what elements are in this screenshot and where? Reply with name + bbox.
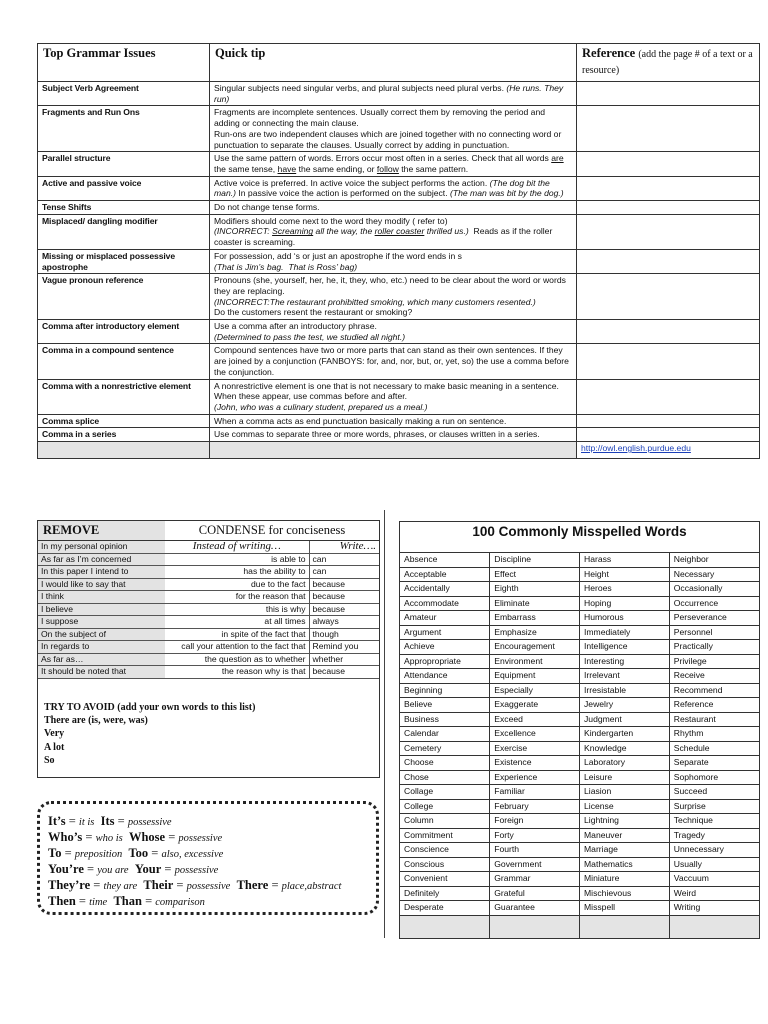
condense-row [38, 566, 379, 579]
spelling-row [400, 698, 759, 713]
grammar-issue: Tense Shifts [38, 201, 210, 215]
spelling-row [400, 886, 759, 901]
spelling-word: Definitely [400, 886, 490, 901]
write-header: Write…. [309, 541, 379, 554]
spelling-word: Mischievous [580, 886, 670, 901]
empty-cell [669, 915, 759, 938]
spelling-word: Experience [490, 770, 580, 785]
spelling-word: Unnecessary [669, 843, 759, 858]
grammar-issue: Vague pronoun reference [38, 274, 210, 320]
spelling-word: Occasionally [669, 582, 759, 597]
homophone-word: Than [113, 894, 142, 908]
remove-item: I would like to say that [38, 578, 165, 591]
grammar-tip: Use commas to separate three or more words, phrases, or clauses written in a series. [210, 428, 577, 442]
empty-cell [400, 915, 490, 938]
write-phrase: always [309, 616, 379, 629]
spelling-word: Conscience [400, 843, 490, 858]
grammar-reference [577, 379, 760, 414]
condense-table [38, 521, 379, 679]
spelling-word: Marriage [580, 843, 670, 858]
spelling-row [400, 770, 759, 785]
spelling-word: Judgment [580, 712, 670, 727]
spelling-word: Leisure [580, 770, 670, 785]
grammar-row [38, 176, 760, 200]
spelling-word: Weird [669, 886, 759, 901]
homophone-line: They’re = they are Their = possessive There = place,abstract [48, 878, 342, 892]
spelling-word: Convenient [400, 872, 490, 887]
spelling-word: Humorous [580, 611, 670, 626]
grammar-row [38, 379, 760, 414]
grammar-reference [577, 82, 760, 106]
condense-row [38, 628, 379, 641]
spelling-word: Tragedy [669, 828, 759, 843]
spelling-word: Eliminate [490, 596, 580, 611]
spelling-word: Exceed [490, 712, 580, 727]
homophone-line: You’re = you are Your = possessive [48, 862, 219, 876]
spelling-word: Acceptable [400, 567, 490, 582]
spelling-word: Appropropriate [400, 654, 490, 669]
empty-cell [38, 442, 210, 459]
grammar-row [38, 274, 760, 320]
avoid-list [44, 701, 255, 767]
homophone-definition: also, excessive [161, 849, 224, 860]
instead-phrase: due to the fact [165, 578, 309, 591]
column-divider [384, 510, 385, 938]
spelling-word: Separate [669, 756, 759, 771]
spelling-word: Amateur [400, 611, 490, 626]
spelling-word: Especially [490, 683, 580, 698]
header-issue: Top Grammar Issues [38, 44, 210, 82]
spelling-row [400, 901, 759, 916]
homophone-definition: comparison [155, 897, 205, 908]
spelling-word: Irresistable [580, 683, 670, 698]
write-phrase: because [309, 603, 379, 616]
grammar-issue: Subject Verb Agreement [38, 82, 210, 106]
spelling-word: Collage [400, 785, 490, 800]
spelling-word: Harass [580, 553, 670, 567]
avoid-title: TRY TO AVOID (add your own words to this list) [44, 702, 256, 713]
condense-row [38, 641, 379, 654]
homophone-word: There [236, 878, 269, 892]
grammar-reference [577, 214, 760, 249]
grammar-reference [577, 274, 760, 320]
spelling-word: Schedule [669, 741, 759, 756]
instead-phrase: this is why [165, 603, 309, 616]
grammar-tip: Singular subjects need singular verbs, and plural subjects need plural verbs. (He runs. They run) [210, 82, 577, 106]
homophone-line: To = preposition Too = also, excessive [48, 846, 224, 860]
write-phrase: because [309, 666, 379, 679]
spelling-word: Exaggerate [490, 698, 580, 713]
spelling-word: Attendance [400, 669, 490, 684]
grammar-tip: Use a comma after an introductory phrase. (Determined to pass the test, we studied all night.) [210, 320, 577, 344]
homophone-definition: time [89, 897, 108, 908]
spelling-word: Column [400, 814, 490, 829]
grammar-row [38, 201, 760, 215]
spelling-word: Equipment [490, 669, 580, 684]
grammar-tip: Compound sentences have two or more parts that can stand as their own sentences. If they are joined by a conjunction (FANBOYS: for, and, nor, but, or, yet, so) the use a comma before the conjunction. [210, 344, 577, 379]
spelling-row [400, 727, 759, 742]
grammar-row [38, 152, 760, 176]
grammar-tip: When a comma acts as end punctuation basically making a run on sentence. [210, 414, 577, 428]
spelling-word: Environment [490, 654, 580, 669]
spelling-word: Desperate [400, 901, 490, 916]
spelling-word: Privilege [669, 654, 759, 669]
homophone-definition: possessive [178, 833, 223, 844]
spelling-word: Grateful [490, 886, 580, 901]
spelling-blank-row [400, 915, 759, 938]
spelling-word: Interesting [580, 654, 670, 669]
spelling-word: Writing [669, 901, 759, 916]
spelling-word: Foreign [490, 814, 580, 829]
condense-row [38, 591, 379, 604]
grammar-reference [577, 344, 760, 379]
grammar-tip: Fragments are incomplete sentences. Usually correct them by removing the period and adding or connecting the main clause. Run-ons are two independent clauses which are joined together with no connecting word or punctuation to separate the clauses. Usually correct by adding in punctuation. [210, 106, 577, 152]
grammar-tip: For possession, add ‘s or just an apostrophe if the word ends in s (That is Jim’s bag. That is Ross’ bag) [210, 249, 577, 273]
homophone-word: Their [143, 878, 174, 892]
spelling-word: February [490, 799, 580, 814]
spelling-word: Rhythm [669, 727, 759, 742]
instead-phrase: the reason why is that [165, 666, 309, 679]
header-tip: Quick tip [210, 44, 577, 82]
spelling-word: Heroes [580, 582, 670, 597]
spelling-row [400, 669, 759, 684]
avoid-item: So [44, 754, 55, 766]
spelling-row [400, 640, 759, 655]
spelling-word: Neighbor [669, 553, 759, 567]
spelling-word: Technique [669, 814, 759, 829]
spelling-word: Receive [669, 669, 759, 684]
homophone-definition: place,abstract [281, 881, 342, 892]
spelling-word: Kindergarten [580, 727, 670, 742]
spelling-row [400, 611, 759, 626]
spelling-word: Usually [669, 857, 759, 872]
homophone-word: Your [134, 862, 162, 876]
remove-item: As far as… [38, 653, 165, 666]
write-phrase: because [309, 578, 379, 591]
spelling-word: Accidentally [400, 582, 490, 597]
condense-row [38, 603, 379, 616]
remove-item: As far as I’m concerned [38, 553, 165, 566]
homophone-word: They’re [48, 878, 91, 892]
spelling-word: Absence [400, 553, 490, 567]
write-phrase: though [309, 628, 379, 641]
spelling-word: Sophomore [669, 770, 759, 785]
spelling-word: Immediately [580, 625, 670, 640]
grammar-tip: Active voice is preferred. In active voice the subject performs the action. (The dog bit the man.) In passive voice the action is performed on the subject. (The man was bit by the dog.) [210, 176, 577, 200]
spelling-word: Grammar [490, 872, 580, 887]
remove-item: I believe [38, 603, 165, 616]
grammar-issue: Misplaced/ dangling modifier [38, 214, 210, 249]
spelling-word: Calendar [400, 727, 490, 742]
spelling-row [400, 596, 759, 611]
homophone-word: It’s [48, 814, 66, 828]
spelling-word: Emphasize [490, 625, 580, 640]
write-phrase: whether [309, 653, 379, 666]
spelling-word: Forty [490, 828, 580, 843]
spelling-word: Jewelry [580, 698, 670, 713]
grammar-row [38, 214, 760, 249]
grammar-row [38, 82, 760, 106]
spelling-word: Eighth [490, 582, 580, 597]
homophone-line: It’s = it is Its = possessive [48, 814, 172, 828]
remove-header: REMOVE [38, 521, 165, 541]
condense-row [38, 666, 379, 679]
grammar-issue: Parallel structure [38, 152, 210, 176]
homophone-word: Its [100, 814, 115, 828]
spelling-word: Conscious [400, 857, 490, 872]
spelling-row [400, 741, 759, 756]
spelling-word: Encouragement [490, 640, 580, 655]
spelling-word: Necessary [669, 567, 759, 582]
spelling-word: Personnel [669, 625, 759, 640]
spelling-word: Choose [400, 756, 490, 771]
spelling-word: Miniature [580, 872, 670, 887]
reference-link-cell [577, 442, 760, 459]
homophone-word: To [48, 846, 62, 860]
spelling-word: Guarantee [490, 901, 580, 916]
spelling-word: License [580, 799, 670, 814]
grammar-reference [577, 201, 760, 215]
homophone-line: Who’s = who is Whose = possessive [48, 830, 223, 844]
homophone-definition: possessive [174, 865, 219, 876]
instead-header: Instead of writing… [165, 541, 309, 554]
spelling-word: Surprise [669, 799, 759, 814]
spelling-row [400, 828, 759, 843]
spelling-word: Cemetery [400, 741, 490, 756]
homophone-definition: they are [103, 881, 138, 892]
condense-row [38, 616, 379, 629]
remove-item: In regards to [38, 641, 165, 654]
remove-item: It should be noted that [38, 666, 165, 679]
spelling-word: Exercise [490, 741, 580, 756]
spelling-word: Excellence [490, 727, 580, 742]
spelling-row [400, 567, 759, 582]
spelling-word: Practically [669, 640, 759, 655]
grammar-row [38, 249, 760, 273]
instead-phrase: call your attention to the fact that [165, 641, 309, 654]
grammar-row [38, 428, 760, 442]
misspelled-words-box [399, 521, 760, 939]
grammar-row [38, 414, 760, 428]
grammar-issue: Comma after introductory element [38, 320, 210, 344]
write-phrase: can [309, 553, 379, 566]
grammar-tip: Modifiers should come next to the word they modify ( refer to) (INCORRECT: Screaming all the way, the roller coaster thrilled us.) Reads as if the roller coaster is screaming. [210, 214, 577, 249]
spelling-word: Commitment [400, 828, 490, 843]
grammar-issues-table [37, 43, 760, 459]
grammar-row [38, 344, 760, 379]
spelling-word: Laboratory [580, 756, 670, 771]
spelling-word: Achieve [400, 640, 490, 655]
grammar-issue: Fragments and Run Ons [38, 106, 210, 152]
grammar-row [38, 106, 760, 152]
spelling-row [400, 582, 759, 597]
misspelled-table [400, 553, 759, 938]
spelling-word: Chose [400, 770, 490, 785]
write-phrase: can [309, 566, 379, 579]
spelling-row [400, 857, 759, 872]
condense-box [37, 520, 380, 778]
spelling-row [400, 712, 759, 727]
spelling-word: Perseverance [669, 611, 759, 626]
spelling-word: Restaurant [669, 712, 759, 727]
spelling-word: Existence [490, 756, 580, 771]
homophone-definition: possessive [127, 817, 172, 828]
spelling-word: Effect [490, 567, 580, 582]
spelling-word: Government [490, 857, 580, 872]
spelling-row [400, 553, 759, 567]
condense-row [38, 653, 379, 666]
grammar-link-row [38, 442, 760, 459]
empty-cell [490, 915, 580, 938]
grammar-issue: Comma in a series [38, 428, 210, 442]
spelling-word: Accommodate [400, 596, 490, 611]
grammar-tip: Do not change tense forms. [210, 201, 577, 215]
homophone-line: Then = time Than = comparison [48, 894, 205, 908]
remove-item: I suppose [38, 616, 165, 629]
grammar-reference [577, 428, 760, 442]
spelling-word: Reference [669, 698, 759, 713]
spelling-row [400, 872, 759, 887]
homophone-word: Who’s [48, 830, 83, 844]
spelling-row [400, 799, 759, 814]
spelling-row [400, 814, 759, 829]
instead-phrase: is able to [165, 553, 309, 566]
homophone-definition: who is [95, 833, 123, 844]
grammar-reference [577, 106, 760, 152]
spelling-word: Mathematics [580, 857, 670, 872]
spelling-word: Embarrass [490, 611, 580, 626]
spelling-word: Liasion [580, 785, 670, 800]
empty-cell [580, 915, 670, 938]
homophone-word: Too [128, 846, 149, 860]
remove-item: In my personal opinion [38, 541, 165, 554]
grammar-issue: Comma with a nonrestrictive element [38, 379, 210, 414]
grammar-reference [577, 152, 760, 176]
grammar-reference [577, 249, 760, 273]
condense-row [38, 578, 379, 591]
grammar-tip: Pronouns (she, yourself, her, he, it, they, who, etc.) need to be clear about the word or words they are replacing. (INCORRECT:The restaurant prohibitted smoking, which many customers resented.) Do the customers resent the restaurant or smoking? [210, 274, 577, 320]
spelling-row [400, 785, 759, 800]
homophone-word: Then [48, 894, 76, 908]
spelling-word: Argument [400, 625, 490, 640]
avoid-item: A lot [44, 741, 65, 753]
spelling-row [400, 756, 759, 771]
spelling-word: Fourth [490, 843, 580, 858]
instead-phrase: has the ability to [165, 566, 309, 579]
grammar-issue: Comma in a compound sentence [38, 344, 210, 379]
spelling-word: Occurrence [669, 596, 759, 611]
spelling-word: Vaccuum [669, 872, 759, 887]
spelling-word: Recommend [669, 683, 759, 698]
spelling-word: Hoping [580, 596, 670, 611]
spelling-word: Irrelevant [580, 669, 670, 684]
instead-phrase: for the reason that [165, 591, 309, 604]
spelling-word: Beginning [400, 683, 490, 698]
grammar-row [38, 320, 760, 344]
spelling-row [400, 625, 759, 640]
grammar-tip: A nonrestrictive element is one that is not necessary to make basic meaning in a sentence. When these appear, use commas before and after. (John, who was a culinary student, prepared us a meal.) [210, 379, 577, 414]
grammar-tip: Use the same pattern of words. Errors occur most often in a series. Check that all words are the same tense, have the same ending, or follow the same pattern. [210, 152, 577, 176]
spelling-word: Business [400, 712, 490, 727]
homophone-definition: possessive [186, 881, 231, 892]
grammar-issue: Missing or misplaced possessive apostrophe [38, 249, 210, 273]
instead-phrase: at all times [165, 616, 309, 629]
avoid-item: Very [44, 728, 65, 740]
grammar-reference [577, 414, 760, 428]
spelling-row [400, 843, 759, 858]
write-phrase: Remind you [309, 641, 379, 654]
spelling-word: Discipline [490, 553, 580, 567]
remove-item: In this paper I intend to [38, 566, 165, 579]
homophone-definition: preposition [74, 849, 123, 860]
homophone-word: You’re [48, 862, 84, 876]
grammar-issue: Active and passive voice [38, 176, 210, 200]
spelling-word: College [400, 799, 490, 814]
homophone-word: Whose [128, 830, 166, 844]
grammar-header-row [38, 44, 760, 82]
homophone-definition: it is [78, 817, 95, 828]
grammar-issue: Comma splice [38, 414, 210, 428]
spelling-row [400, 654, 759, 669]
condense-header: CONDENSE for conciseness [165, 521, 379, 541]
spelling-word: Succeed [669, 785, 759, 800]
spelling-word: Intelligence [580, 640, 670, 655]
spelling-word: Lightning [580, 814, 670, 829]
grammar-reference [577, 320, 760, 344]
empty-cell [210, 442, 577, 459]
condense-subheader-row [38, 541, 379, 554]
homophones-box [37, 801, 379, 915]
grammar-reference [577, 176, 760, 200]
avoid-item: There are (is, were, was) [44, 715, 148, 727]
spelling-row [400, 683, 759, 698]
homophone-definition: you are [97, 865, 129, 876]
purdue-owl-link[interactable]: http://owl.english.purdue.edu [581, 443, 691, 454]
instead-phrase: in spite of the fact that [165, 628, 309, 641]
spelling-word: Knowledge [580, 741, 670, 756]
spelling-word: Height [580, 567, 670, 582]
spelling-word: Misspell [580, 901, 670, 916]
spelling-word: Maneuver [580, 828, 670, 843]
remove-item: I think [38, 591, 165, 604]
header-reference: Reference (add the page # of a text or a resource) [577, 44, 760, 82]
misspelled-title: 100 Commonly Misspelled Words [400, 522, 759, 553]
spelling-word: Believe [400, 698, 490, 713]
condense-header-row [38, 521, 379, 541]
write-phrase: because [309, 591, 379, 604]
instead-phrase: the question as to whether [165, 653, 309, 666]
remove-item: On the subject of [38, 628, 165, 641]
condense-row [38, 553, 379, 566]
spelling-word: Familiar [490, 785, 580, 800]
